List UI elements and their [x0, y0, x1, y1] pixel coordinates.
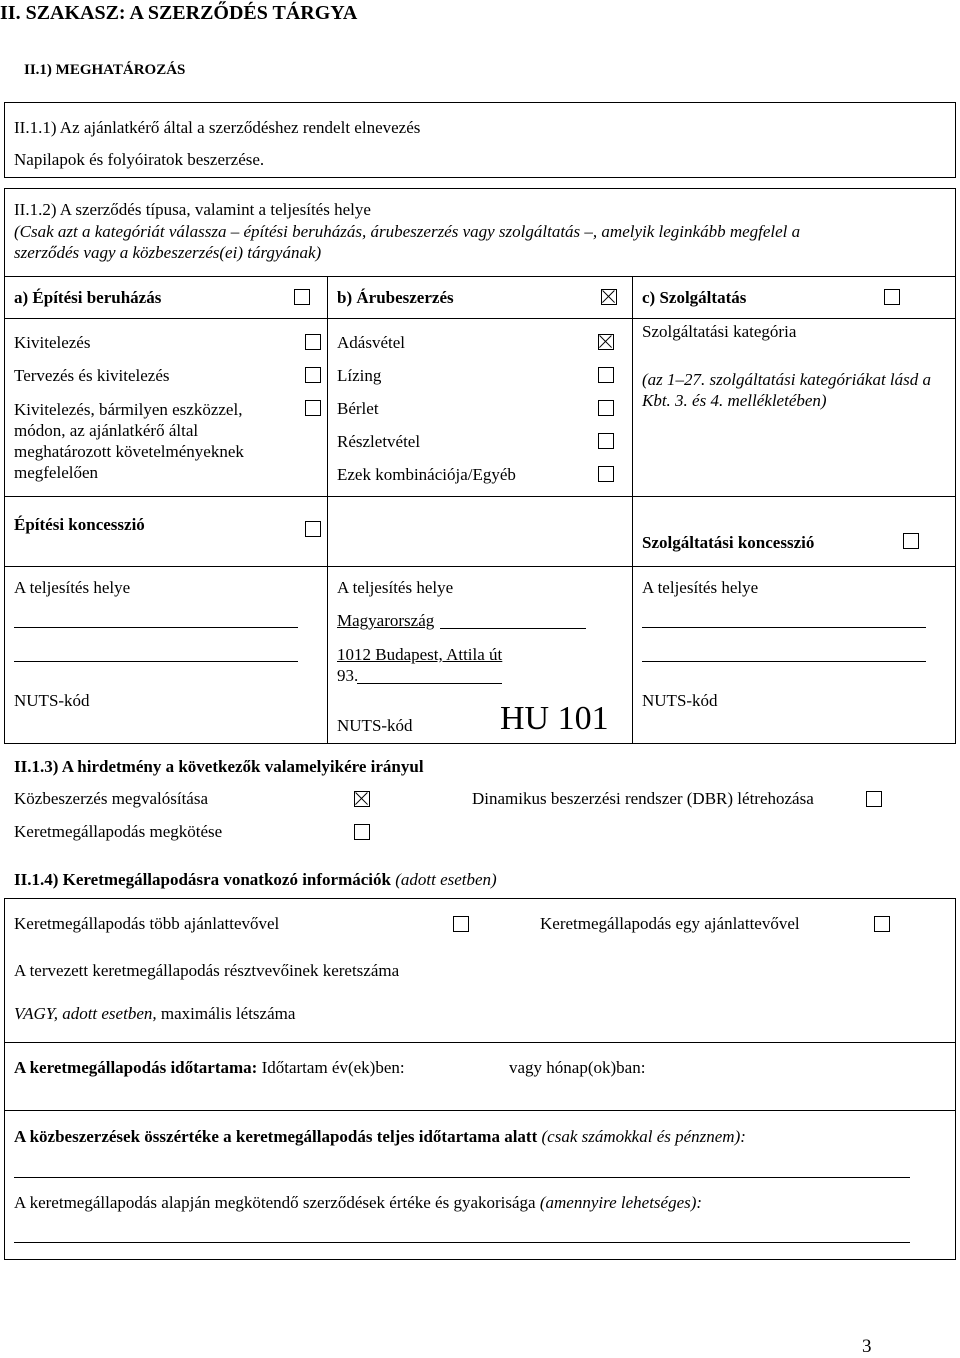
- col-c-category-note: (az 1–27. szolgáltatási kategóriákat lásd a Kbt. 3. és 4. mellékletében): [642, 370, 931, 410]
- s113-option-checkbox[interactable]: [354, 791, 370, 807]
- s114-multi-checkbox[interactable]: [453, 916, 469, 932]
- col-a-place-label: A teljesítés helye: [14, 578, 131, 597]
- col-b-item-reszletvetel: Részletvétel: [337, 432, 421, 451]
- s112-title: II.1.2) A szerződés típusa, valamint a teljesítés helye: [14, 200, 371, 219]
- place-line: [357, 683, 502, 684]
- place-line: [440, 628, 586, 629]
- col-b-header: b) Árubeszerzés: [337, 288, 454, 307]
- col-a-header: a) Építési beruházás: [14, 288, 162, 307]
- col-b-item-checkbox[interactable]: [598, 433, 614, 449]
- col-b-nuts-value: HU 101: [500, 700, 609, 737]
- place-line: [14, 627, 298, 628]
- s114-total-row: [14, 1127, 746, 1147]
- col-c-category-label: Szolgáltatási kategória: [642, 322, 797, 341]
- s112-note-line2: szerződés vagy a közbeszerzés(ei) tárgyának): [14, 243, 322, 262]
- s114-divider: [4, 1110, 956, 1111]
- col-b-place-address: 1012 Budapest, Attila út: [337, 645, 503, 664]
- col-a-concession: Építési koncesszió: [14, 515, 145, 534]
- col-b-item-berlet: Bérlet: [337, 399, 379, 418]
- grid-line: [4, 496, 956, 497]
- s113-option-checkbox[interactable]: [866, 791, 882, 807]
- grid-line: [327, 276, 328, 744]
- col-b-place-label: A teljesítés helye: [337, 578, 454, 597]
- col-b-item-checkbox[interactable]: [598, 466, 614, 482]
- s114-divider: [4, 1042, 956, 1043]
- col-a-item-tervezes: Tervezés és kivitelezés: [14, 366, 170, 385]
- s114-or-italic: , adott esetben,: [53, 1004, 157, 1023]
- col-c-concession-checkbox[interactable]: [903, 533, 919, 549]
- col-b-item-egyeb: Ezek kombinációja/Egyéb: [337, 465, 516, 484]
- s114-duration-years: Időtartam év(ek)ben:: [257, 1058, 405, 1077]
- fill-line: [14, 1177, 910, 1178]
- fill-line: [14, 1242, 910, 1243]
- col-b-item-adasvetel: Adásvétel: [337, 333, 405, 352]
- col-b-nuts-label: NUTS-kód: [337, 716, 413, 735]
- col-b-item-checkbox[interactable]: [598, 334, 614, 350]
- s114-or-rest: maximális létszáma: [156, 1004, 296, 1023]
- s114-title: II.1.4) Keretmegállapodásra vonatkozó információk: [14, 870, 391, 889]
- col-c-checkbox[interactable]: [884, 289, 900, 305]
- col-a-nuts-label: NUTS-kód: [14, 691, 90, 710]
- col-a-item-checkbox[interactable]: [305, 367, 321, 383]
- s114-single-checkbox[interactable]: [874, 916, 890, 932]
- place-line: [642, 661, 926, 662]
- col-c-header: c) Szolgáltatás: [642, 288, 747, 307]
- col-c-place-label: A teljesítés helye: [642, 578, 759, 597]
- col-b-item-lizing: Lízing: [337, 366, 382, 385]
- s113-option-dbr: Dinamikus beszerzési rendszer (DBR) létrehozása: [472, 789, 814, 808]
- s112-note-line1: (Csak azt a kategóriát válassza – építési beruházás, árubeszerzés vagy szolgáltatás –, amelyik leginkább megfelel a: [14, 222, 801, 241]
- s114-value-note: (amennyire lehetséges):: [535, 1193, 703, 1212]
- col-b-item-checkbox[interactable]: [598, 400, 614, 416]
- s113-option-keretmegallapodas: Keretmegállapodás megkötése: [14, 822, 223, 841]
- place-line: [642, 627, 926, 628]
- s114-duration-months: vagy hónap(ok)ban:: [509, 1058, 646, 1077]
- col-a-concession-checkbox[interactable]: [305, 521, 321, 537]
- s114-title-row: [14, 870, 497, 890]
- s114-total-note: (csak számokkal és pénznem):: [537, 1127, 746, 1146]
- s114-duration-label: A keretmegállapodás időtartama:: [14, 1058, 258, 1077]
- col-c-nuts-label: NUTS-kód: [642, 691, 718, 710]
- s114-value-label: A keretmegállapodás alapján megkötendő szerződések értéke és gyakorisága: [14, 1193, 536, 1212]
- grid-line: [632, 276, 633, 744]
- section-title: II. SZAKASZ: A SZERZŐDÉS TÁRGYA: [0, 2, 358, 24]
- section-subtitle: II.1) MEGHATÁROZÁS: [24, 62, 186, 78]
- s114-or-row: [14, 1004, 295, 1024]
- grid-line: [4, 566, 956, 567]
- s114-duration-row: [14, 1058, 405, 1078]
- col-a-item-kivitelezes: Kivitelezés: [14, 333, 91, 352]
- col-a-item-barmilyen: Kivitelezés, bármilyen eszközzel, módon, az ajánlatkérő által meghatározott követelményeknek megfelelően: [14, 400, 244, 482]
- col-a-item-checkbox[interactable]: [305, 400, 321, 416]
- place-line: [14, 661, 298, 662]
- s113-option-kozbeszerzes: Közbeszerzés megvalósítása: [14, 789, 208, 808]
- s114-participants: A tervezett keretmegállapodás résztvevőinek keretszáma: [14, 961, 400, 980]
- s114-multi: Keretmegállapodás több ajánlattevővel: [14, 914, 280, 933]
- s113-title: II.1.3) A hirdetmény a következők valamelyikére irányul: [14, 757, 424, 776]
- col-c-concession: Szolgáltatási koncesszió: [642, 533, 815, 552]
- col-b-item-checkbox[interactable]: [598, 367, 614, 383]
- s113-option-checkbox[interactable]: [354, 824, 370, 840]
- grid-line: [4, 318, 956, 319]
- s111-value: Napilapok és folyóiratok beszerzése.: [14, 150, 265, 169]
- col-b-checkbox[interactable]: [601, 289, 617, 305]
- s114-single: Keretmegállapodás egy ajánlattevővel: [540, 914, 800, 933]
- col-a-item-checkbox[interactable]: [305, 334, 321, 350]
- col-b-place-country: Magyarország: [337, 611, 435, 630]
- page-number: 3: [862, 1336, 872, 1357]
- col-a-checkbox[interactable]: [294, 289, 310, 305]
- s111-title: II.1.1) Az ajánlatkérő által a szerződéshez rendelt elnevezés: [14, 118, 421, 137]
- s114-total-label: A közbeszerzések összértéke a keretmegállapodás teljes időtartama alatt: [14, 1127, 538, 1146]
- s114-title-note: (adott esetben): [395, 870, 497, 889]
- grid-line: [4, 276, 956, 277]
- s114-value-row: [14, 1193, 702, 1213]
- col-b-place-number: 93.: [337, 666, 359, 685]
- s114-or-prefix: VAGY: [14, 1004, 54, 1023]
